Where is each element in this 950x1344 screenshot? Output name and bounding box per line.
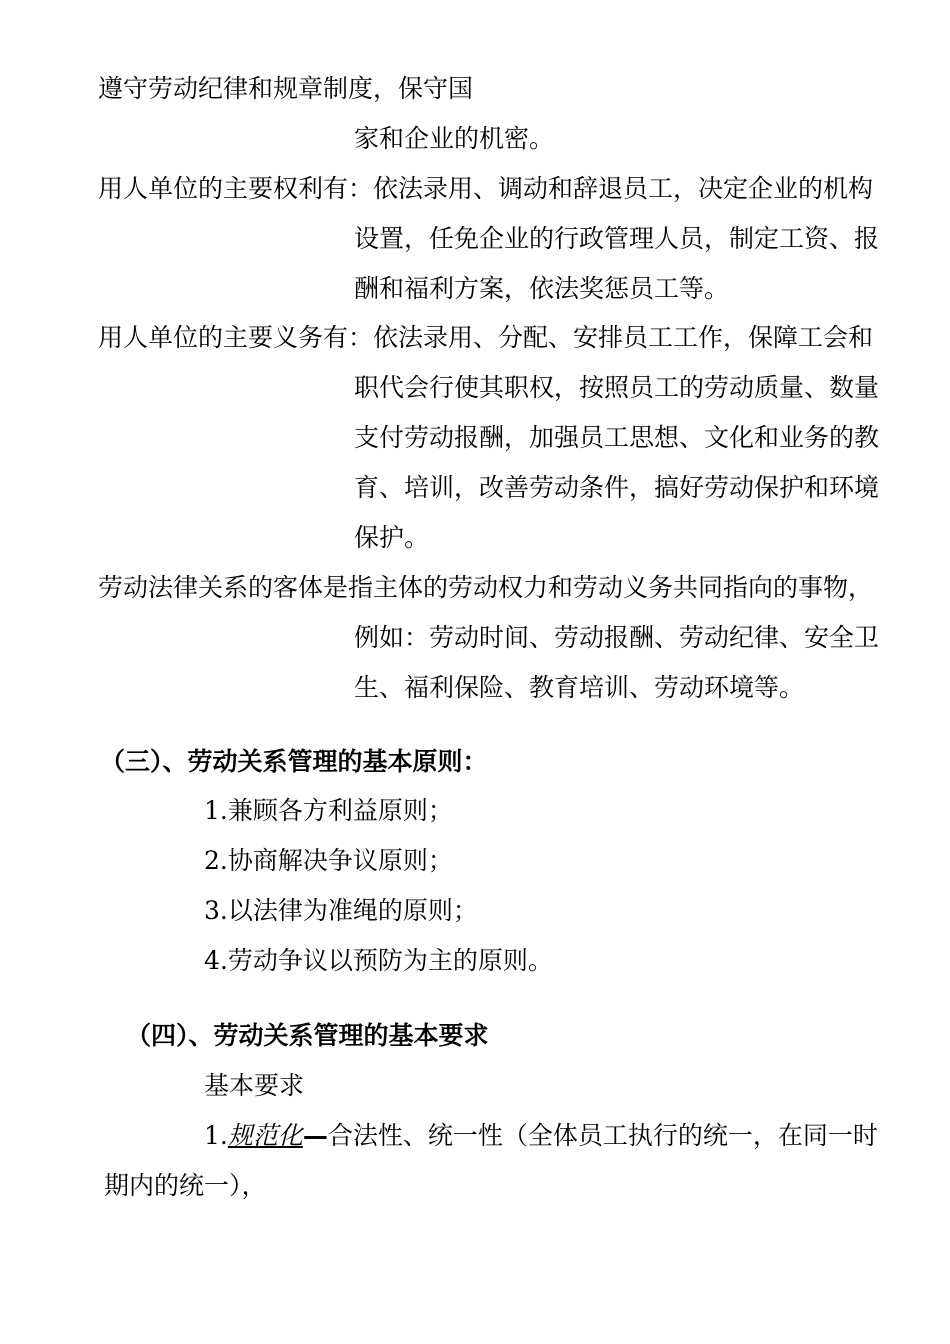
section-heading: （三）、劳动关系管理的基本原则： xyxy=(100,747,488,776)
section-heading: （四）、劳动关系管理的基本要求 xyxy=(126,1021,489,1050)
paragraph-line: 用人单位的主要权利有：依法录用、调动和辞退员工，决定企业的机构 xyxy=(98,174,874,203)
paragraph-line: 职代会行使其职权，按照员工的劳动质量、数量 xyxy=(354,373,880,402)
subheading: 基本要求 xyxy=(204,1071,305,1100)
paragraph-line: 设置，任免企业的行政管理人员，制定工资、报 xyxy=(354,224,880,253)
paragraph-line: 保护。 xyxy=(354,523,430,552)
paragraph-line: 遵守劳动纪律和规章制度，保守国 xyxy=(98,74,474,103)
paragraph-line: 家和企业的机密。 xyxy=(354,124,555,153)
list-item: 4.劳动争议以预防为主的原则。 xyxy=(204,946,553,975)
emphasized-term: 规范化 xyxy=(227,1121,303,1150)
paragraph-line: 生、福利保险、教育培训、劳动环境等。 xyxy=(354,673,805,702)
paragraph-line: 支付劳动报酬，加强员工思想、文化和业务的教 xyxy=(354,423,880,452)
list-item: 2.协商解决争议原则； xyxy=(204,846,453,875)
paragraph-line: 育、培训，改善劳动条件，搞好劳动保护和环境 xyxy=(354,473,880,502)
item-text: 合法性、统一性（全体员工执行的统一，在同一时 xyxy=(327,1121,878,1150)
paragraph-line: 例如：劳动时间、劳动报酬、劳动纪律、安全卫 xyxy=(354,623,880,652)
item-number: 1. xyxy=(204,1121,228,1150)
list-item xyxy=(204,1121,878,1151)
paragraph-line: 期内的统一）， xyxy=(104,1171,267,1200)
em-dash: — xyxy=(302,1121,328,1150)
paragraph-line: 酬和福利方案，依法奖惩员工等。 xyxy=(354,274,730,303)
paragraph-line: 用人单位的主要义务有：依法录用、分配、安排员工工作，保障工会和 xyxy=(98,323,874,352)
list-item: 1.兼顾各方利益原则； xyxy=(204,796,453,825)
list-item: 3.以法律为准绳的原则； xyxy=(204,896,478,925)
paragraph-line: 劳动法律关系的客体是指主体的劳动权力和劳动义务共同指向的事物， xyxy=(98,573,874,602)
